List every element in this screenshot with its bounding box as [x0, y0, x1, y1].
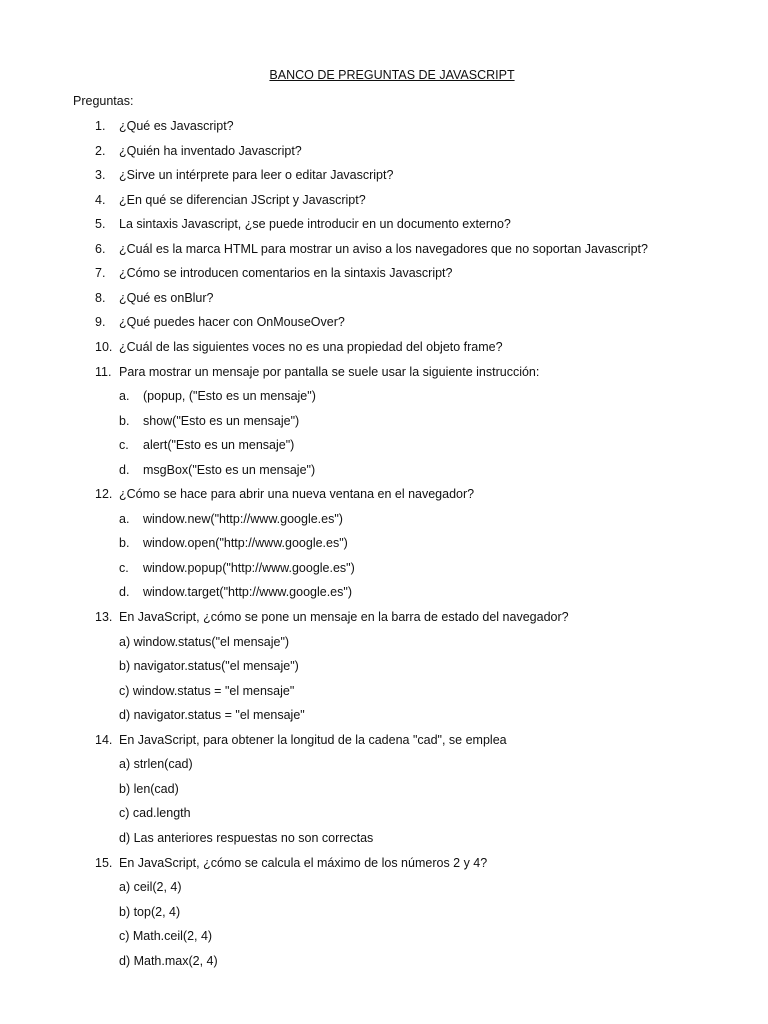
option-letter: c. [119, 438, 129, 453]
option-text: c) Math.ceil(2, 4) [119, 929, 213, 944]
question-number: 10. [95, 339, 113, 354]
option-text: window.popup("http://www.google.es") [143, 560, 355, 575]
option-letter: d. [119, 585, 130, 600]
question-item [0, 166, 768, 184]
answer-option [0, 952, 768, 970]
question-item [0, 854, 768, 872]
question-item [0, 313, 768, 331]
question-text: ¿Quién ha inventado Javascript? [119, 143, 302, 158]
question-item [0, 264, 768, 282]
option-letter: a. [119, 511, 130, 526]
answer-option [0, 755, 768, 773]
section-heading: Preguntas: [73, 94, 134, 108]
option-text: show("Esto es un mensaje") [143, 413, 300, 428]
question-text: En JavaScript, ¿cómo se pone un mensaje en la barra de estado del navegador? [119, 610, 569, 624]
option-text: window.target("http://www.google.es") [143, 585, 352, 600]
question-item [0, 731, 768, 749]
option-text: d) Las anteriores respuestas no son correctas [119, 830, 374, 845]
option-text: (popup, ("Esto es un mensaje") [143, 389, 316, 404]
option-text: a) ceil(2, 4) [119, 880, 182, 895]
question-item [0, 240, 768, 258]
answer-option [0, 706, 768, 724]
answer-option [0, 510, 768, 528]
option-letter: c. [119, 560, 129, 575]
answer-option [0, 412, 768, 430]
answer-option [0, 534, 768, 552]
question-number: 7. [95, 266, 106, 281]
question-item [0, 608, 768, 626]
answer-option [0, 829, 768, 847]
answer-option [0, 927, 768, 945]
question-number: 1. [95, 119, 106, 133]
question-number: 12. [95, 487, 113, 502]
question-number: 9. [95, 315, 106, 330]
answer-option [0, 657, 768, 675]
question-item [0, 191, 768, 209]
answer-option [0, 633, 768, 651]
question-number: 13. [95, 610, 113, 624]
question-text: ¿Qué es Javascript? [119, 119, 234, 133]
question-text: ¿Qué es onBlur? [119, 290, 214, 305]
question-item [0, 117, 768, 135]
document-title: BANCO DE PREGUNTAS DE JAVASCRIPT [269, 68, 515, 82]
option-text: d) Math.max(2, 4) [119, 953, 218, 968]
answer-option [0, 583, 768, 601]
answer-option [0, 559, 768, 577]
option-letter: d. [119, 462, 130, 477]
option-text: c) window.status = "el mensaje" [119, 683, 295, 698]
option-text: alert("Esto es un mensaje") [143, 438, 295, 453]
question-item [0, 215, 768, 233]
option-text: b) navigator.status("el mensaje") [119, 659, 299, 674]
answer-option [0, 878, 768, 896]
question-text: ¿Sirve un intérprete para leer o editar Javascript? [119, 168, 394, 183]
question-text: ¿Qué puedes hacer con OnMouseOver? [119, 315, 345, 330]
option-text: d) navigator.status = "el mensaje" [119, 708, 305, 723]
option-text: a) window.status("el mensaje") [119, 634, 290, 649]
question-text: ¿Cómo se introducen comentarios en la sintaxis Javascript? [119, 266, 453, 281]
question-text: La sintaxis Javascript, ¿se puede introducir en un documento externo? [119, 217, 511, 232]
question-text: En JavaScript, para obtener la longitud de la cadena "cad", se emplea [119, 732, 507, 747]
option-text: b) len(cad) [119, 781, 179, 796]
question-number: 6. [95, 241, 106, 256]
answer-option [0, 461, 768, 479]
option-text: c) cad.length [119, 806, 191, 821]
answer-option [0, 387, 768, 405]
question-number: 4. [95, 192, 106, 207]
option-text: a) strlen(cad) [119, 757, 193, 772]
question-number: 5. [95, 217, 106, 232]
question-text: ¿Cuál es la marca HTML para mostrar un aviso a los navegadores que no soportan Javascript? [119, 241, 648, 256]
question-text: Para mostrar un mensaje por pantalla se suele usar la siguiente instrucción: [119, 364, 540, 379]
option-text: window.open("http://www.google.es") [143, 536, 348, 551]
question-number: 14. [95, 732, 113, 747]
question-item [0, 363, 768, 381]
answer-option [0, 804, 768, 822]
question-item [0, 485, 768, 503]
option-letter: a. [119, 389, 130, 404]
question-item [0, 289, 768, 307]
option-letter: b. [119, 536, 130, 551]
question-number: 3. [95, 168, 106, 183]
question-item [0, 142, 768, 160]
question-number: 8. [95, 290, 106, 305]
question-text: ¿Cómo se hace para abrir una nueva ventana en el navegador? [119, 487, 475, 502]
answer-option [0, 436, 768, 454]
question-text: ¿Cuál de las siguientes voces no es una propiedad del objeto frame? [119, 339, 503, 354]
question-text: En JavaScript, ¿cómo se calcula el máximo de los números 2 y 4? [119, 855, 488, 870]
answer-option [0, 682, 768, 700]
option-text: msgBox("Esto es un mensaje") [143, 462, 316, 477]
answer-option [0, 780, 768, 798]
option-text: b) top(2, 4) [119, 904, 181, 919]
question-item [0, 338, 768, 356]
answer-option [0, 903, 768, 921]
question-number: 15. [95, 855, 113, 870]
question-number: 11. [95, 364, 112, 379]
option-text: window.new("http://www.google.es") [143, 511, 343, 526]
question-text: ¿En qué se diferencian JScript y Javascript? [119, 192, 366, 207]
question-number: 2. [95, 143, 106, 158]
option-letter: b. [119, 413, 130, 428]
